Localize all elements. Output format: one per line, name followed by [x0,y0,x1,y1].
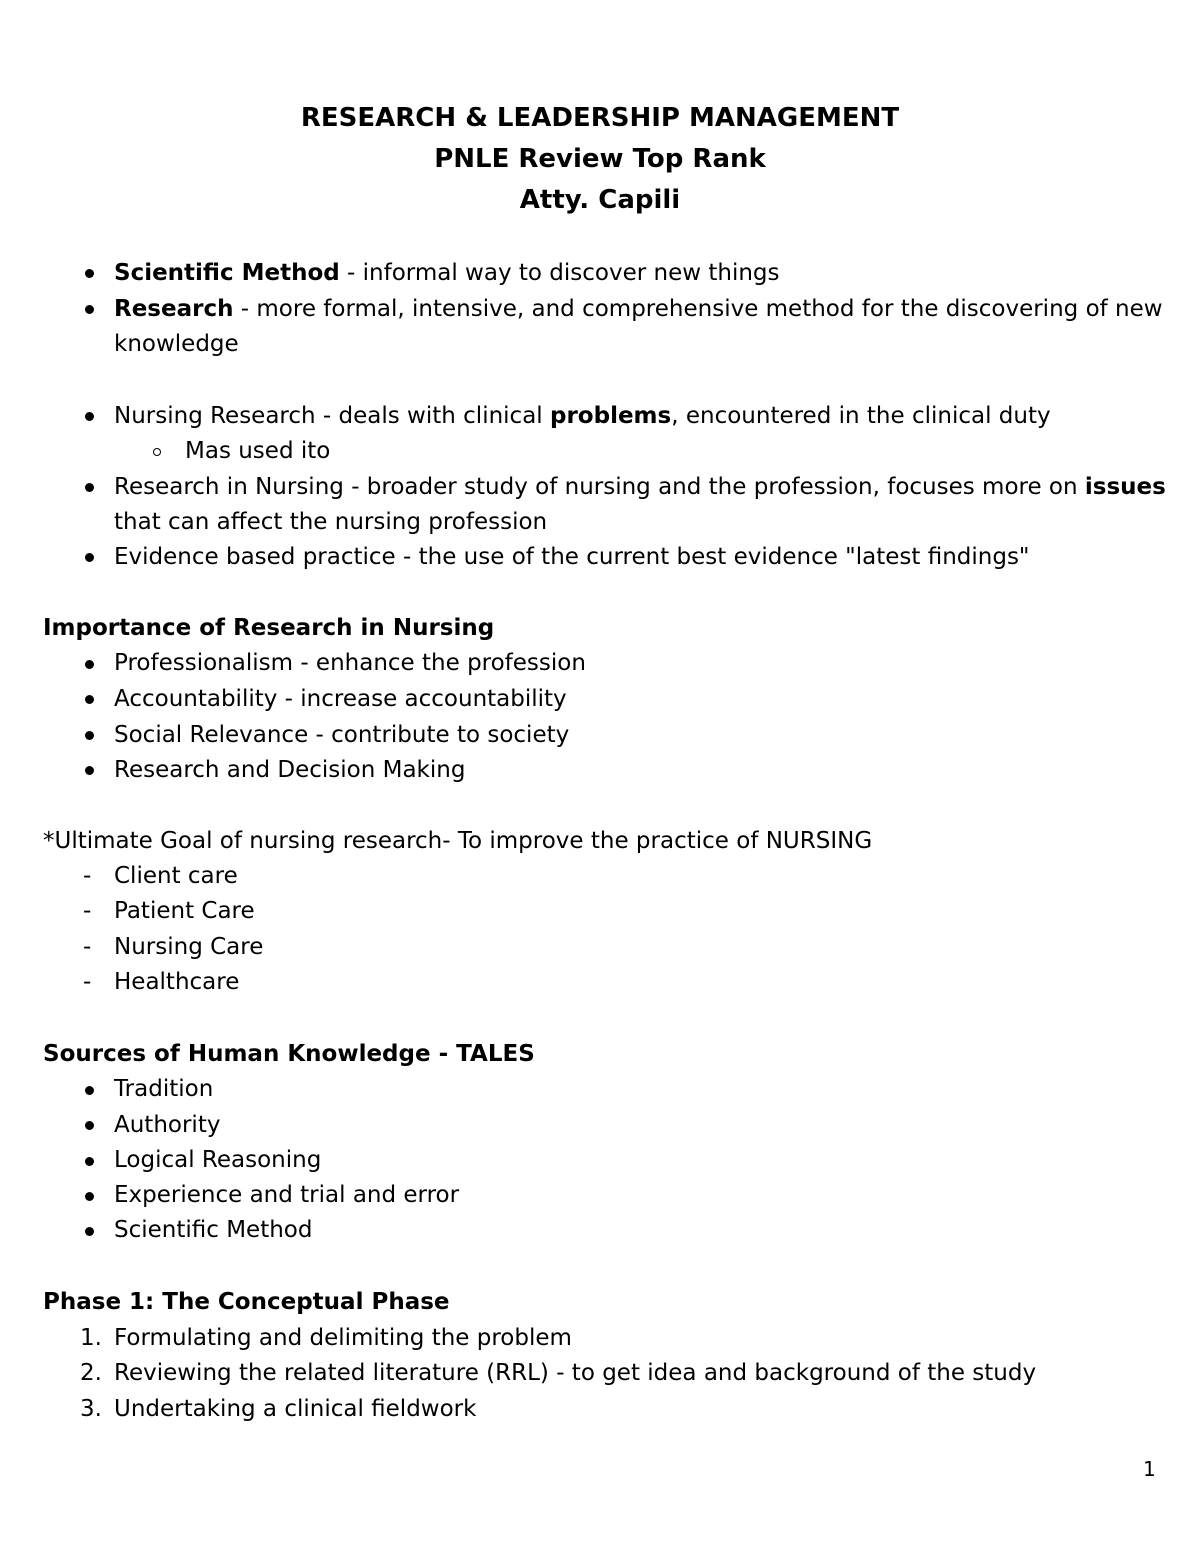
document-author: Atty. Capili [519,185,681,215]
source-item: Logical Reasoning [114,1147,322,1173]
research-in-nursing-item [114,470,1166,505]
goal-item: Client care [114,863,238,889]
source-item: Experience and trial and error [114,1182,460,1208]
goal-item: Healthcare [114,969,240,995]
importance-item: Professionalism - enhance the profession [114,650,586,676]
item-text: Research in Nursing - broader study of nursing and the profession, focuses more on [114,474,1085,500]
document-subtitle: PNLE Review Top Rank [434,144,766,174]
bullet-icon [85,305,94,314]
bullet-icon [85,412,94,421]
bullet-icon [85,553,94,562]
source-item: Tradition [114,1076,214,1102]
bullet-icon [85,660,94,669]
phase1-item: Reviewing the related literature (RRL) - to get idea and background of the study [114,1360,1037,1386]
sources-heading: Sources of Human Knowledge - TALES [43,1041,535,1067]
phase1-item: Formulating and delimiting the problem [114,1325,572,1351]
bullet-icon [85,483,94,492]
research-in-nursing-continuation: that can affect the nursing profession [114,509,548,535]
bullet-icon [85,1157,94,1166]
bullet-icon [85,1227,94,1236]
importance-heading: Importance of Research in Nursing [43,615,495,641]
item-text: Nursing Research - deals with clinical [114,403,550,429]
item-text: , encountered in the clinical duty [671,403,1051,429]
source-item: Scientific Method [114,1217,313,1243]
bullet-icon [85,1086,94,1095]
nursing-research-item [114,399,1051,434]
definition-text: - informal way to discover new things [339,260,780,286]
dash-marker: - [83,969,92,995]
item-emphasis: problems [550,403,672,429]
bullet-icon [85,695,94,704]
goal-item: Nursing Care [114,934,264,960]
definition-scientific-method [114,256,780,291]
page-number: 1 [1143,1457,1156,1481]
dash-marker: - [83,863,92,889]
bullet-icon [85,1192,94,1201]
circle-bullet-icon [153,448,161,456]
definition-research [114,292,1163,327]
definition-term: Scientific Method [114,260,340,286]
goal-item: Patient Care [114,898,255,924]
importance-item: Accountability - increase accountability [114,686,567,712]
phase1-item: Undertaking a clinical fieldwork [114,1396,477,1422]
definition-text: - more formal, intensive, and comprehensive method for the discovering of new [233,296,1163,322]
bullet-icon [85,269,94,278]
definition-research-continuation: knowledge [114,331,239,357]
list-number: 1. [80,1325,102,1351]
bullet-icon [85,1121,94,1130]
list-number: 2. [80,1360,102,1386]
bullet-icon [85,766,94,775]
document-title: RESEARCH & LEADERSHIP MANAGEMENT [300,103,900,133]
nursing-research-subitem: Mas used ito [185,438,331,464]
evidence-based-item: Evidence based practice - the use of the current best evidence "latest findings" [114,544,1030,570]
list-number: 3. [80,1396,102,1422]
source-item: Authority [114,1112,221,1138]
item-emphasis: issues [1084,474,1166,500]
bullet-icon [85,731,94,740]
ultimate-goal-text: *Ultimate Goal of nursing research- To improve the practice of NURSING [43,828,873,854]
dash-marker: - [83,934,92,960]
importance-item: Social Relevance - contribute to society [114,722,570,748]
importance-item: Research and Decision Making [114,757,466,783]
dash-marker: - [83,898,92,924]
definition-term: Research [114,296,234,322]
phase1-heading: Phase 1: The Conceptual Phase [43,1289,450,1315]
